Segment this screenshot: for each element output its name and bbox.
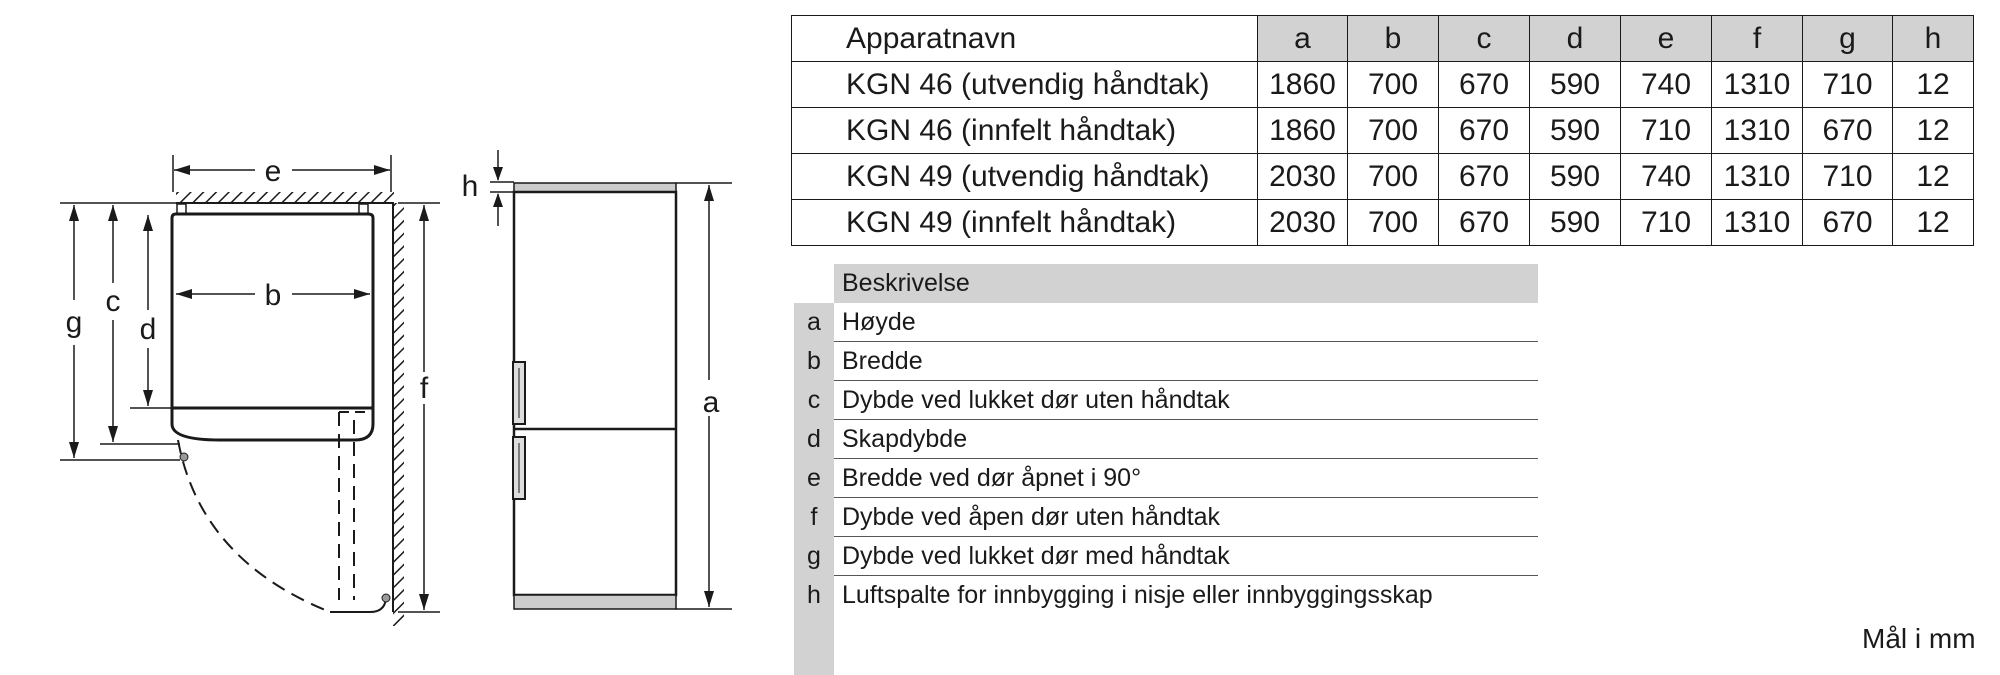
fridge-top-strip [514,183,676,192]
cell-b: 700 [1348,62,1439,108]
cell-a: 1860 [1258,62,1348,108]
door-open-bottom [330,598,386,612]
legend-item [794,459,1538,498]
legend-key: c [794,381,834,420]
legend-key-column-tail [794,615,834,675]
legend-item [794,537,1538,576]
legend-key: h [794,576,834,615]
legend-key: b [794,342,834,381]
cell-d: 590 [1530,200,1621,246]
cell-d: 590 [1530,108,1621,154]
cell-e: 740 [1621,62,1712,108]
table-row [792,108,1974,154]
model-name: KGN 46 (utvendig håndtak) [792,62,1258,108]
legend-item [794,498,1538,537]
cell-c: 670 [1439,108,1530,154]
dim-a [703,185,720,607]
legend-text: Bredde ved dør åpnet i 90° [834,459,1538,498]
column-header-b: b [1348,16,1439,62]
dim-c-label: c [105,285,121,318]
legend-text: Dybde ved lukket dør uten håndtak [834,381,1538,420]
top-view [60,155,440,626]
dim-g [66,205,83,458]
dim-c [106,205,121,442]
cell-c: 670 [1439,200,1530,246]
wall-side-hatch [393,203,404,626]
hinge-pivot-open [382,594,390,602]
door-swing-arc [178,440,330,612]
cell-h: 12 [1893,200,1974,246]
column-header-d: d [1530,16,1621,62]
cell-e: 710 [1621,200,1712,246]
cell-f: 1310 [1712,200,1803,246]
dim-f-label: f [419,372,429,405]
column-header-f: f [1712,16,1803,62]
dim-g-label: g [65,306,83,339]
dim-h-label: h [461,170,479,203]
column-header-h: h [1893,16,1974,62]
legend-key: d [794,420,834,459]
legend-item [794,576,1538,615]
unit-note: Mål i mm [1862,623,1976,654]
dimension-table [791,15,1974,246]
legend-item [794,342,1538,381]
cell-c: 670 [1439,62,1530,108]
cell-a: 2030 [1258,200,1348,246]
wall-top-hatch [176,192,394,203]
legend-item [794,381,1538,420]
dim-h [462,150,503,226]
cell-a: 2030 [1258,154,1348,200]
legend-text: Skapdybde [834,420,1538,459]
legend-header [794,264,1538,303]
cell-d: 590 [1530,62,1621,108]
dim-a-label: a [702,386,720,419]
legend-key: g [794,537,834,576]
fridge-body [514,192,676,595]
description-legend [794,264,1538,675]
hinge-pivot-closed [180,453,188,461]
legend-text: Bredde [834,342,1538,381]
cell-b: 700 [1348,108,1439,154]
column-header-g: g [1803,16,1893,62]
front-view [462,150,732,609]
table-header-row [792,16,1974,62]
cell-f: 1310 [1712,62,1803,108]
table-row [792,62,1974,108]
cell-a: 1860 [1258,108,1348,154]
cell-h: 12 [1893,108,1974,154]
dim-d-label: d [139,313,157,346]
cell-h: 12 [1893,154,1974,200]
legend-text: Dybde ved lukket dør med håndtak [834,537,1538,576]
cell-e: 740 [1621,154,1712,200]
cell-b: 700 [1348,200,1439,246]
cell-g: 710 [1803,62,1893,108]
legend-text: Dybde ved åpen dør uten håndtak [834,498,1538,537]
fridge-base-strip [514,595,676,609]
column-header-c: c [1439,16,1530,62]
dimension-drawing [0,0,780,667]
legend-key: f [794,498,834,537]
column-header-name: Apparatnavn [792,16,1258,62]
legend-text: Høyde [834,303,1538,342]
cell-b: 700 [1348,154,1439,200]
dim-f [419,205,429,610]
model-name: KGN 49 (innfelt håndtak) [792,200,1258,246]
model-name: KGN 49 (utvendig håndtak) [792,154,1258,200]
cell-c: 670 [1439,154,1530,200]
model-name: KGN 46 (innfelt håndtak) [792,108,1258,154]
table-row [792,200,1974,246]
legend-key: a [794,303,834,342]
cell-f: 1310 [1712,154,1803,200]
legend-item [794,420,1538,459]
dim-e-label: e [264,155,282,188]
cell-g: 670 [1803,200,1893,246]
cell-f: 1310 [1712,108,1803,154]
column-header-e: e [1621,16,1712,62]
dim-b-label: b [264,279,282,312]
cell-g: 670 [1803,108,1893,154]
cell-h: 12 [1893,62,1974,108]
cell-e: 710 [1621,108,1712,154]
column-header-a: a [1258,16,1348,62]
dim-e [174,155,390,188]
table-row [792,154,1974,200]
legend-key: e [794,459,834,498]
dim-d [140,215,157,406]
cell-d: 590 [1530,154,1621,200]
cell-g: 710 [1803,154,1893,200]
legend-text: Luftspalte for innbygging i nisje eller innbyggingsskap [842,581,1433,609]
legend-item [794,303,1538,342]
legend-title: Beskrivelse [834,264,1538,303]
